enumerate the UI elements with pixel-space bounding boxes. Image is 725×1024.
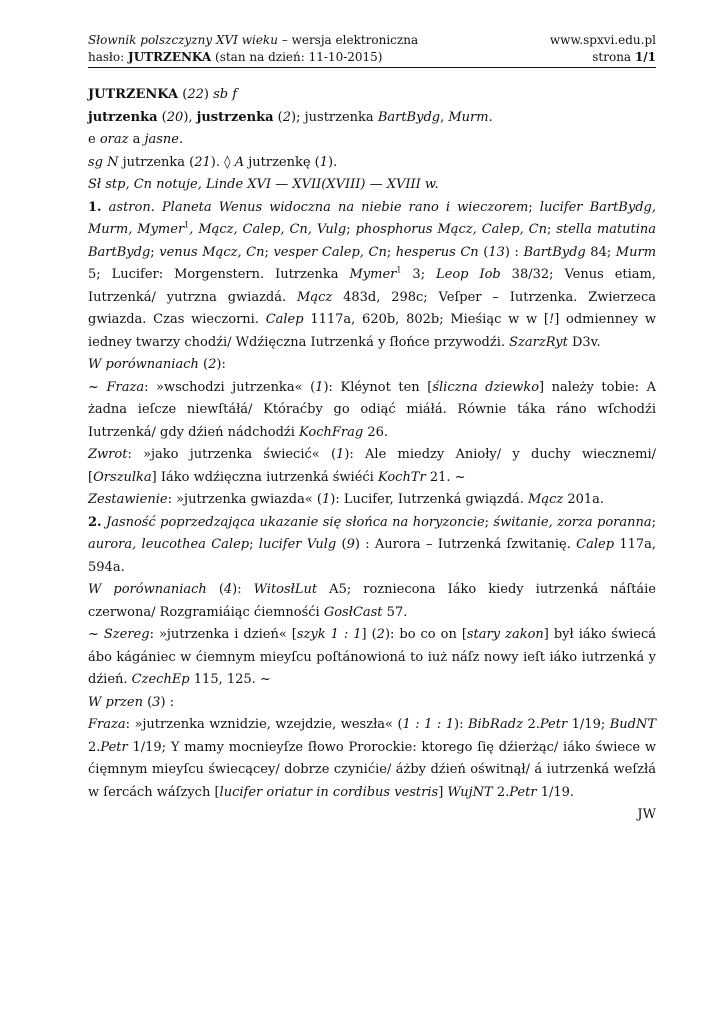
- comparisons-heading-1: W porównaniach (2):: [88, 357, 226, 372]
- website-url[interactable]: www.spxvi.edu.pl: [549, 33, 656, 47]
- entry-info: hasło: JUTRZENKA (stan na dzień: 11-10-2015): [88, 50, 383, 64]
- header-divider: [88, 67, 656, 68]
- series-1: ~ Szereg: »jutrzenka i dzień« [szyk 1 : 1] (2): bo co on [stary zakon] był iáko świecá ábo kágániec w ćiemnym mieyſcu poſtánowioná to iuż náſz nowy ieſt iáko iutrzenká y dźień. CzechEp 115, 125. ~: [88, 627, 656, 687]
- entry-headword-line: JUTRZENKA (22) sb f: [88, 87, 238, 102]
- entry-forms-line: jutrzenka (20), justrzenka (2); justrzenka BartBydg, Murm.: [88, 109, 493, 125]
- idiom-1: Zwrot: »jako jutrzenka świecić« (1): Ale miedzy Anioły/ y duchy wiecznemi/ [Orszulka] Iáko wdźięczna iutrzenká świéći KochTr 21. ~: [88, 447, 656, 485]
- header-row-2: [88, 49, 656, 66]
- page-number: strona 1/1: [592, 50, 656, 64]
- figurative-heading: W przen (3) :: [88, 694, 175, 710]
- entry-sources-line: Sł stp, Cn notuje, Linde XVI — XVII(XVIII) — XVIII w.: [88, 177, 439, 192]
- entry-phonetic-line: e oraz a jasne.: [88, 132, 184, 147]
- author-signature: JW: [637, 807, 656, 822]
- header-row-1: [88, 32, 656, 49]
- dictionary-title: Słownik polszczyzny XVI wieku – wersja elektroniczna: [88, 33, 419, 47]
- entry-body: [88, 84, 656, 827]
- sense-2: 2. Jasność poprzedzająca ukazanie się słońca na horyzoncie; świtanie, zorza poranna; aurora, leucothea Calep; lucifer Vulg (9) : Aurora – Iutrzenká ſzwitanię. Calep 117a, 594a.: [88, 514, 657, 575]
- phrase-1: ~ Fraza: »wschodzi jutrzenka« (1): Kléynot ten [śliczna dziewko] należy tobie: A żadna ieſcze niewſtáłá/ Któraćby go odiąć miáłá. Równie táka ráno wſchodźi Iutrzenká/ gdy dźień nádchodźi KochFrag 26.: [88, 379, 657, 440]
- page-header: [88, 32, 656, 66]
- entry-inflection-line: sg N jutrzenka (21). ◊ A jutrzenkę (1).: [88, 154, 338, 170]
- collocation-1: Zestawienie: »jutrzenka gwiazda« (1): Lucifer, Iutrzenká gwiązdá. Mącz 201a.: [88, 492, 605, 507]
- phrase-2: Fraza: »jutrzenka wznidzie, wzejdzie, weszła« (1 : 1 : 1): BibRadz 2.Petr 1/19; BudNT 2.Petr 1/19; Y mamy mocnieyſze ſłowo Prorockie: ktorego ſię dźierżąc/ iáko świece w ćięmnym mieyſcu świecącey/ dobrze czynićie/ áżby dźień oświtnął/ á iutrzenká weſzłá w ſercách wáſzych [lucifer oriatur in cordibus vestris] WujNT 2.Petr 1/19.: [88, 717, 656, 800]
- sense-1: 1. astron. Planeta Wenus widoczna na niebie rano i wieczorem; lucifer BartBydg, Murm, Mymer$^1$, Mącz, Calep, Cn, Vulg; phosphorus Mącz, Calep, Cn; stella matutina BartBydg; venus Mącz, Cn; vesper Calep, Cn; hesperus Cn (13) : BartBydg 84; Murm 5; Lucifer: Morgenstern. Iutrzenka Mymer$^1$ 3; Leop Iob 38/32; Venus etiam, Iutrzenká/ yutrzna gwiazdá. Mącz 483d, 298c; Veſper – Iutrzenka. Zwierzeca gwiazda. Czas wieczorni. Calep 1117a, 620b, 802b; Mieśiąc w w [!] odmienney w iedney twarzy chodźi/ Wdźięczna Iutrzenká y ſłońce przywodźi. SzarzRyt D3v.: [88, 199, 657, 350]
- comparisons-2: W porównaniach (4): WitosłLut A5; rozniecona Iáko kiedy iutrzenká náſtáie czerwona/ Rozgramiáiąc ćiemnośći GosłCast 57.: [88, 582, 656, 620]
